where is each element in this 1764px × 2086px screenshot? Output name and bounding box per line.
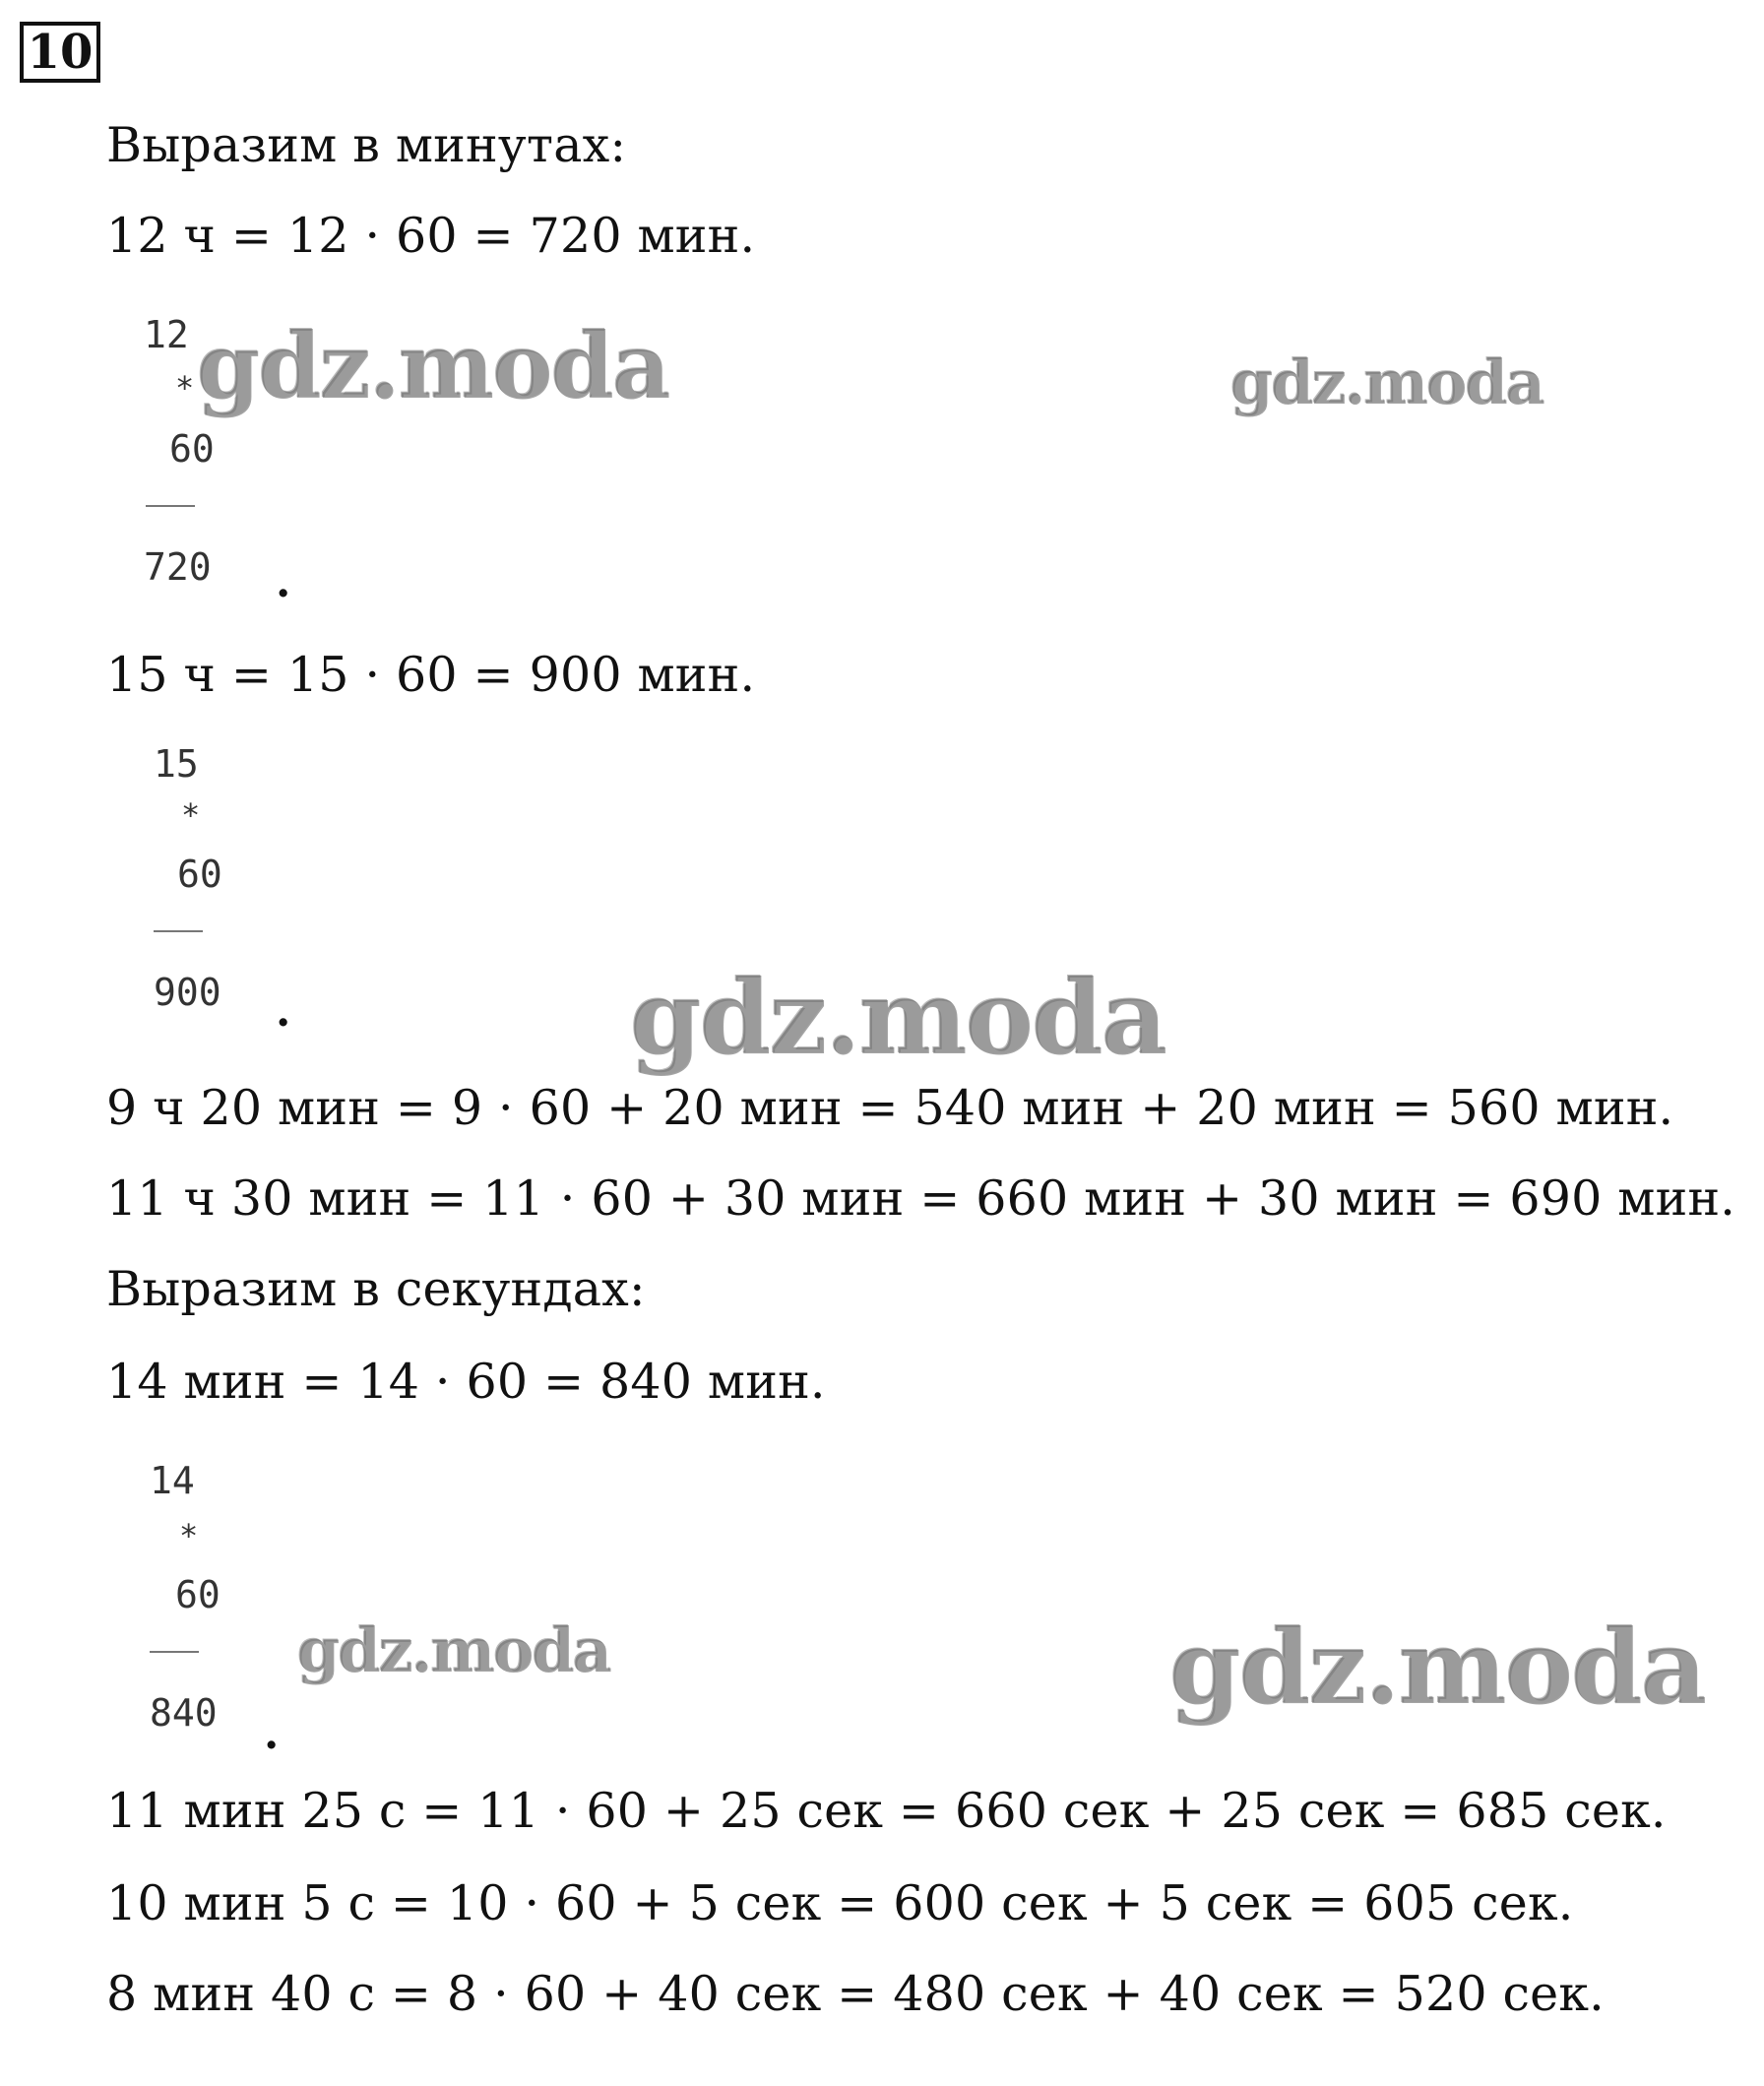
calc-2-multiplicand: 15 <box>154 742 199 786</box>
calc-2-multiplier: 60 <box>177 853 222 896</box>
equation-line-4: 11 ч 30 мин = 11 · 60 + 30 мин = 660 мин + 30 мин = 690 мин. <box>106 1170 1736 1227</box>
calc-1-dot: . <box>276 557 291 607</box>
watermark-4: gdz.moda <box>297 1614 610 1686</box>
calc-1-multiplicand: 12 <box>144 313 189 356</box>
equation-line-1: 12 ч = 12 · 60 = 720 мин. <box>106 208 756 264</box>
watermark-1: gdz.moda <box>197 313 669 419</box>
calc-2-operator: * <box>181 796 201 834</box>
calc-1-multiplier: 60 <box>169 427 215 471</box>
equation-line-8: 8 мин 40 с = 8 · 60 + 40 сек = 480 сек + 40 сек = 520 сек. <box>106 1966 1605 2022</box>
heading-minutes: Выразим в минутах: <box>106 117 627 173</box>
watermark-5: gdz.moda <box>1169 1607 1706 1728</box>
calc-1-rule <box>146 505 195 507</box>
heading-seconds: Выразим в секундах: <box>106 1261 646 1317</box>
calc-3-multiplier: 60 <box>175 1573 220 1616</box>
equation-line-3: 9 ч 20 мин = 9 · 60 + 20 мин = 540 мин + 20 мин = 560 мин. <box>106 1080 1674 1136</box>
calc-3-rule <box>150 1651 199 1653</box>
equation-line-2: 15 ч = 15 · 60 = 900 мин. <box>106 647 756 703</box>
calc-3-result: 840 <box>150 1691 218 1735</box>
equation-line-5: 14 мин = 14 · 60 = 840 мин. <box>106 1354 826 1410</box>
equation-line-6: 11 мин 25 с = 11 · 60 + 25 сек = 660 сек + 25 сек = 685 сек. <box>106 1783 1667 1839</box>
calc-3-operator: * <box>179 1517 199 1554</box>
calc-2-rule <box>154 930 203 932</box>
calc-1-result: 720 <box>144 545 212 589</box>
calc-3-multiplicand: 14 <box>150 1459 195 1502</box>
calc-1-operator: * <box>175 369 195 407</box>
task-number: 10 <box>20 22 100 83</box>
calc-2-dot: . <box>276 986 291 1037</box>
calc-2-result: 900 <box>154 971 221 1014</box>
calc-3-dot: . <box>264 1709 280 1759</box>
equation-line-7: 10 мин 5 с = 10 · 60 + 5 сек = 600 сек + 5 сек = 605 сек. <box>106 1875 1574 1931</box>
watermark-2: gdz.moda <box>1230 347 1544 418</box>
watermark-3: gdz.moda <box>630 957 1166 1078</box>
